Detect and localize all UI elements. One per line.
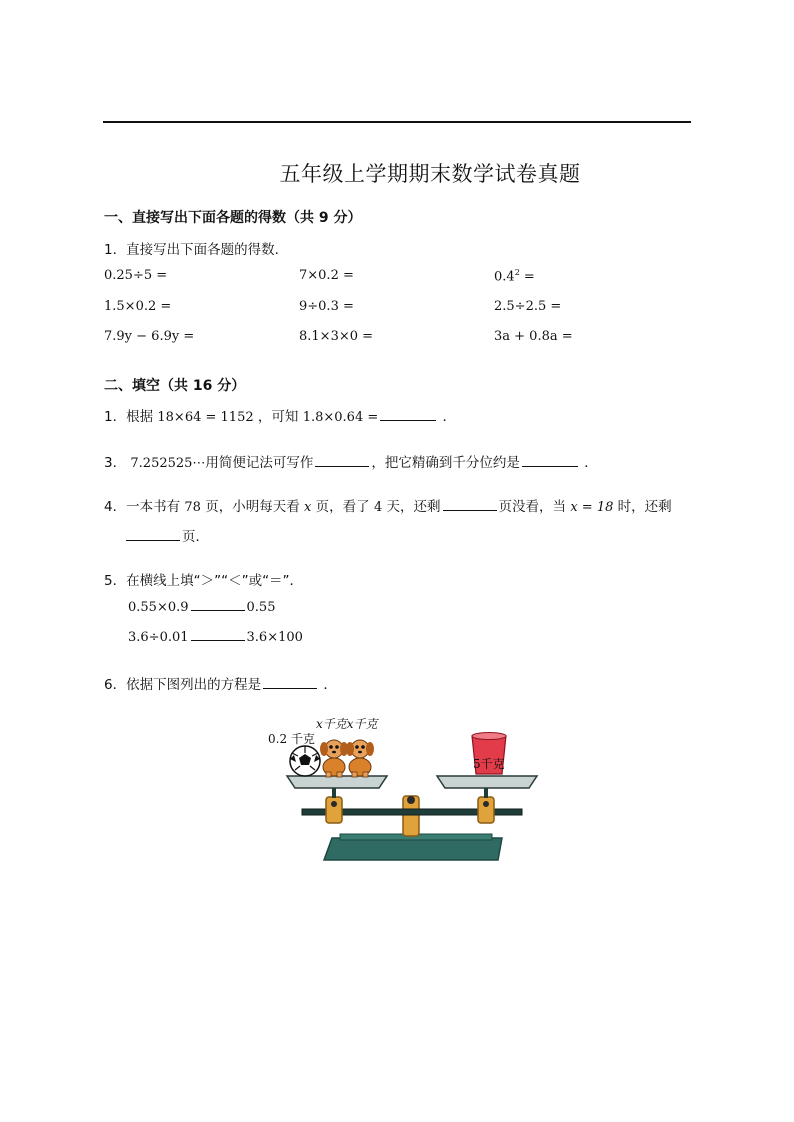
calc-item: 9÷0.3 = — [299, 299, 354, 314]
answer-blank[interactable] — [443, 509, 497, 511]
answer-blank[interactable] — [315, 465, 369, 467]
question-2-3: 3． 7.252525⋯用简便记法可写作 ，把它精确到千分位约是 ． — [104, 455, 598, 471]
dog-icon — [346, 740, 374, 777]
section-1-heading: 一、直接写出下面各题的得数（共 9 分） — [104, 210, 362, 226]
left-pan — [287, 776, 387, 788]
question-1-label: 1．直接写出下面各题的得数． — [104, 242, 289, 258]
answer-blank[interactable] — [126, 539, 180, 541]
soccer-ball-icon — [290, 746, 320, 776]
right-pan-holder — [478, 797, 494, 823]
right-pan — [437, 776, 537, 788]
left-pan-holder — [326, 797, 342, 823]
cup-weight-label: 5千克 — [473, 757, 505, 771]
dogs-weight-label: x千克x千克 — [316, 717, 378, 731]
section-2-heading: 二、填空（共 16 分） — [104, 378, 246, 394]
question-2-4-cont: 页． — [124, 525, 209, 545]
scale-pivot — [407, 796, 415, 804]
calc-item: 2.5÷2.5 = — [494, 299, 562, 314]
header-rule — [103, 121, 691, 123]
compare-row-b: 3.6÷0.01 3.6×100 — [128, 630, 303, 645]
calc-item: 0.25÷5 = — [104, 268, 168, 283]
calc-item: 1.5×0.2 = — [104, 299, 172, 314]
answer-blank[interactable] — [522, 465, 578, 467]
scale-base — [324, 838, 502, 860]
calc-item: 3a + 0.8a = — [494, 329, 573, 344]
question-2-4: 4．一本书有 78 页，小明每天看 x 页，看了 4 天，还剩 页没看，当 x = 18 时，还剩 — [104, 499, 672, 515]
page-title: 五年级上学期期末数学试卷真题 — [279, 162, 581, 186]
ball-weight-label: 0.2 千克 — [268, 732, 315, 746]
calc-item: 8.1×3×0 = — [299, 329, 374, 344]
compare-row-a: 0.55×0.9 0.55 — [128, 600, 276, 615]
question-2-1: 1．根据 18×64 = 1152 ，可知 1.8×0.64 = ． — [104, 409, 457, 425]
calc-item-power: $0.4^2$ = — [494, 268, 535, 285]
calc-item: 7×0.2 = — [299, 268, 354, 283]
balance-scale-figure — [262, 710, 542, 870]
dog-icon — [320, 740, 348, 777]
question-2-6: 6．依据下图列出的方程是 ． — [104, 677, 337, 693]
answer-blank[interactable] — [263, 687, 317, 689]
answer-blank[interactable] — [380, 419, 436, 421]
calc-item: 7.9y − 6.9y = — [104, 329, 195, 344]
question-2-5-label: 5．在横线上填“＞”“＜”或“＝”． — [104, 573, 304, 589]
answer-blank[interactable] — [191, 639, 245, 641]
answer-blank[interactable] — [191, 609, 245, 611]
